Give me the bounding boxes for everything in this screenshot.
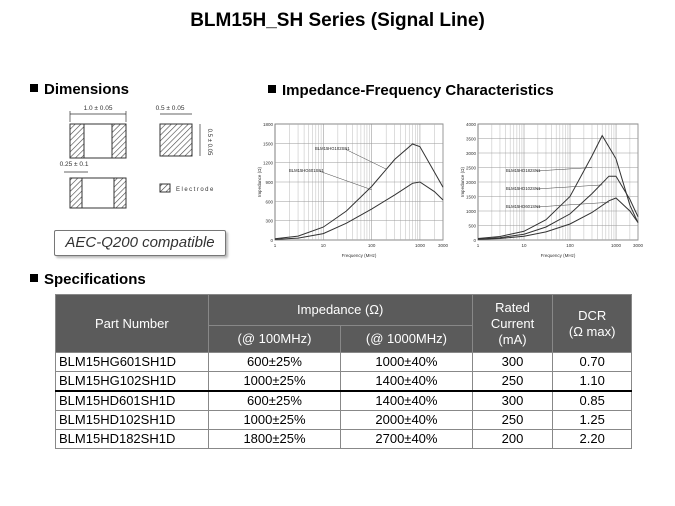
header-rated-current — [472, 295, 553, 353]
electrode-legend-swatch — [160, 184, 170, 192]
cell-imp100: 1000±25% — [208, 411, 340, 430]
cell-dcr: 0.85 — [553, 391, 632, 411]
bullet-square-icon — [30, 84, 38, 92]
impedance-heading — [268, 82, 554, 99]
y-tick-label: 1500 — [465, 194, 476, 200]
header-rated-line1: Rated — [495, 299, 530, 315]
cell-part: BLM15HG102SH1D — [56, 372, 209, 392]
y-tick-label: 0 — [473, 238, 476, 243]
cell-imp100: 600±25% — [208, 391, 340, 411]
y-tick-label: 0 — [270, 238, 273, 243]
page-title: BLM15H_SH Series (Signal Line) — [190, 10, 485, 31]
dimensions-heading — [30, 81, 129, 98]
series-label: BLM15HD102SN1 — [506, 186, 541, 191]
y-tick-label: 3500 — [465, 136, 476, 142]
x-tick-label: 100 — [367, 243, 376, 248]
cell-part: BLM15HD102SH1D — [56, 411, 209, 430]
top-width-label: 1.0 ± 0.05 — [83, 105, 113, 112]
y-tick-label: 1800 — [262, 122, 273, 127]
bullet-square-icon — [268, 85, 276, 93]
electrode-width-label: 0.25 ± 0.1 — [59, 161, 89, 168]
x-tick-label: 10 — [521, 243, 527, 248]
x-tick-label: 1000 — [414, 243, 425, 248]
cell-imp1000: 1000±40% — [341, 353, 472, 372]
header-imp-100: (@ 100MHz) — [208, 326, 340, 353]
series-label: BLM15HG102SN1 — [315, 146, 350, 151]
y-tick-label: 1500 — [262, 141, 273, 147]
cell-imp100: 1000±25% — [208, 372, 340, 392]
cell-imp1000: 1400±40% — [341, 372, 472, 392]
y-axis-label: Impedance (Ω) — [257, 167, 262, 197]
x-tick-label: 3000 — [437, 243, 449, 248]
specifications-heading — [30, 271, 146, 288]
chip-top-view — [70, 111, 126, 158]
cell-part: BLM15HD182SH1D — [56, 430, 209, 449]
cell-imp1000: 1400±40% — [341, 391, 472, 411]
y-tick-label: 1000 — [465, 209, 476, 214]
cell-dcr: 1.25 — [553, 411, 632, 430]
header-imp-1000: (@ 1000MHz) — [341, 326, 472, 353]
header-rated-line3: (mA) — [498, 331, 527, 347]
dimensions-heading-text: Dimensions — [44, 81, 130, 98]
specifications-heading-text: Specifications — [44, 271, 146, 288]
side-width-label: 0.5 ± 0.05 — [155, 105, 185, 112]
chip-side-view — [160, 114, 200, 156]
cell-current: 250 — [472, 411, 553, 430]
cell-current: 250 — [472, 372, 553, 392]
series-label: BLM15HG601SN1 — [289, 168, 324, 173]
cell-dcr: 2.20 — [553, 430, 632, 449]
header-part-number: Part Number — [56, 295, 209, 353]
impedance-heading-text: Impedance-Frequency Characteristics — [282, 82, 554, 99]
cell-part: BLM15HG601SH1D — [56, 353, 209, 372]
cell-part: BLM15HD601SH1D — [56, 391, 209, 411]
cell-current: 300 — [472, 353, 553, 372]
y-tick-label: 300 — [265, 218, 273, 224]
header-impedance: Impedance (Ω) — [208, 295, 472, 326]
x-axis-label: Frequency (MHz) — [540, 253, 576, 258]
cell-imp100: 1800±25% — [208, 430, 340, 449]
cell-imp1000: 2700±40% — [341, 430, 472, 449]
bullet-square-icon — [30, 274, 38, 282]
x-tick-label: 3000 — [632, 243, 644, 248]
aec-q200-badge: AEC-Q200 compatible — [54, 230, 226, 256]
header-dcr — [553, 295, 632, 353]
table-row — [56, 353, 632, 372]
impedance-chart-hd — [458, 118, 650, 268]
cell-dcr: 1.10 — [553, 372, 632, 392]
y-tick-label: 3000 — [465, 151, 476, 156]
y-tick-label: 900 — [265, 180, 273, 185]
x-axis-label: Frequency (MHz) — [341, 253, 377, 258]
series-label: BLM15HD182SN1 — [506, 168, 541, 173]
cell-current: 200 — [472, 430, 553, 449]
cell-current: 300 — [472, 391, 553, 411]
series-label: BLM15HD601SN1 — [506, 204, 541, 209]
table-row — [56, 411, 632, 430]
x-tick-label: 1000 — [611, 243, 622, 248]
table-row — [56, 430, 632, 449]
cell-imp1000: 2000±40% — [341, 411, 472, 430]
dimensions-drawing — [48, 100, 248, 220]
x-tick-label: 100 — [566, 243, 574, 248]
x-tick-label: 1 — [476, 243, 480, 248]
side-height-label: 0.5 ± 0.05 — [206, 128, 212, 156]
y-tick-label: 2500 — [465, 165, 476, 171]
table-row — [56, 372, 632, 392]
y-axis-label: Impedance (Ω) — [460, 167, 465, 197]
impedance-chart-hg — [255, 118, 455, 268]
table-row — [56, 391, 632, 411]
y-tick-label: 500 — [468, 223, 476, 229]
chip-bottom-view — [64, 172, 126, 208]
y-tick-label: 600 — [265, 199, 273, 205]
x-tick-label: 1 — [273, 243, 277, 248]
y-tick-label: 1200 — [262, 160, 273, 166]
cell-dcr: 0.70 — [553, 353, 632, 372]
header-dcr-line2: (Ω max) — [568, 323, 616, 339]
electrode-legend-label: Electrode — [176, 187, 215, 193]
header-dcr-line1: DCR — [578, 307, 607, 323]
x-tick-label: 10 — [320, 243, 326, 248]
y-tick-label: 4000 — [465, 122, 476, 127]
y-tick-label: 2000 — [465, 180, 476, 185]
specifications-table — [55, 294, 632, 449]
header-rated-line2: Current — [490, 315, 535, 331]
cell-imp100: 600±25% — [208, 353, 340, 372]
